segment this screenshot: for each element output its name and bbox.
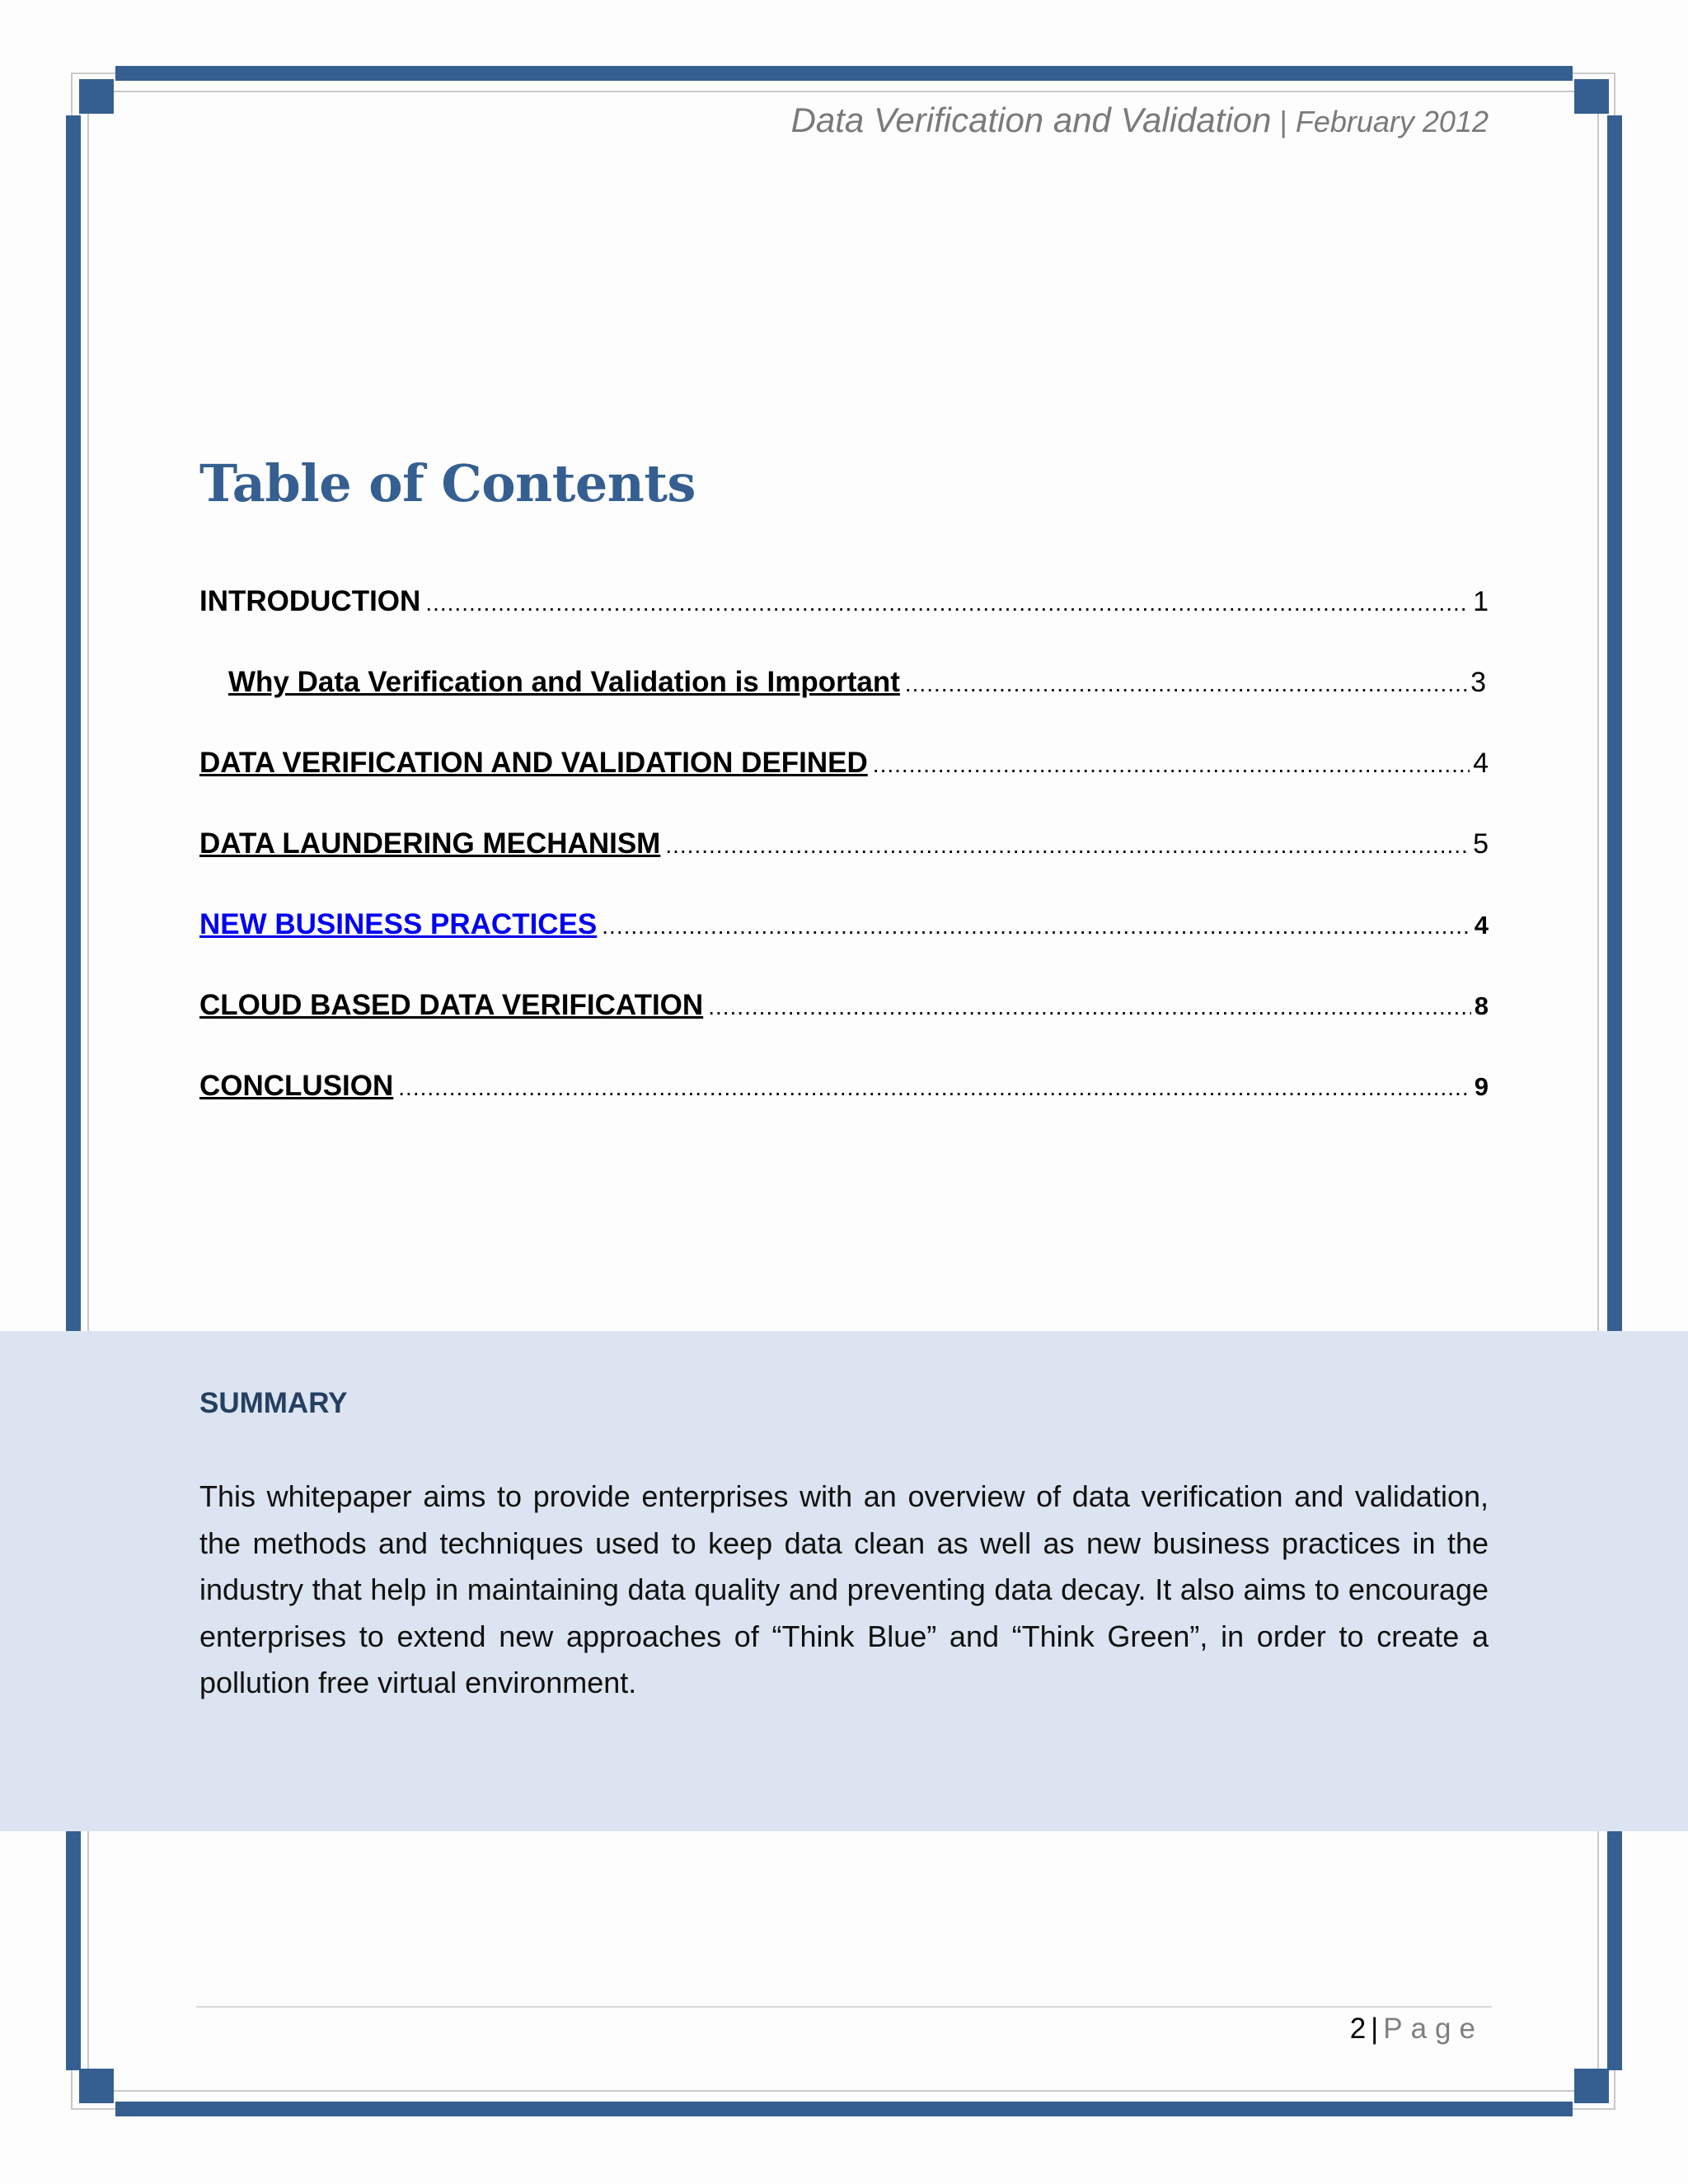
toc-entry-laundering[interactable]	[199, 827, 1489, 869]
toc-dot-leader	[873, 752, 1470, 778]
border-corner-bl	[79, 2069, 114, 2103]
toc-entry-label: DATA LAUNDERING MECHANISM	[199, 827, 661, 860]
toc-entry-page: 3	[1470, 667, 1486, 698]
toc-entry-why-important[interactable]	[228, 666, 1486, 707]
border-corner-tl	[79, 79, 114, 114]
toc-dot-leader	[602, 913, 1470, 940]
toc-entry-label: Why Data Verification and Validation is Important	[228, 666, 900, 698]
header-title: Data Verification and Validation	[790, 101, 1272, 139]
page-word: Page	[1383, 2013, 1484, 2045]
border-corner-br	[1574, 2069, 1609, 2103]
page-number: 2	[1349, 2013, 1367, 2045]
footer-divider	[196, 2006, 1492, 2008]
border-bottom	[115, 2102, 1573, 2116]
toc-heading: Table of Contents	[199, 453, 696, 513]
page-header	[791, 101, 1489, 140]
toc-entry-label: CLOUD BASED DATA VERIFICATION	[199, 989, 704, 1021]
toc-entry-page: 4	[1473, 748, 1489, 779]
border-top	[115, 66, 1573, 81]
toc-entry-conclusion[interactable]	[199, 1070, 1489, 1111]
toc-entry-link[interactable]: NEW BUSINESS PRACTICES	[199, 908, 598, 940]
border-corner-tr	[1574, 79, 1609, 114]
toc-entry-defined[interactable]	[199, 747, 1489, 788]
toc-dot-leader	[708, 994, 1471, 1020]
page-footer	[1350, 2013, 1484, 2046]
summary-heading: SUMMARY	[199, 1387, 348, 1419]
footer-separator: |	[1371, 2013, 1379, 2045]
toc-entry-page: 1	[1473, 586, 1489, 617]
toc-dot-leader	[665, 832, 1470, 859]
toc-entry-cloud-verification[interactable]	[199, 989, 1489, 1030]
header-separator: |	[1279, 105, 1287, 138]
toc-dot-leader	[398, 1075, 1470, 1101]
toc-entry-introduction[interactable]	[199, 585, 1489, 626]
toc-entry-page: 5	[1473, 828, 1489, 860]
toc-entry-page: 9	[1474, 1072, 1489, 1101]
summary-paragraph: This whitepaper aims to provide enterprises with an overview of data verification and validation, the methods and techniques used to keep data clean as well as new business practices in the industry that help in maintaining data quality and preventing data decay. It also aims to encourage enterprises to extend new approaches of “Think Blue” and “Think Green”, in order to create a pollution free virtual environment.	[199, 1479, 1489, 1699]
toc-entry-label: INTRODUCTION	[199, 585, 421, 617]
toc-dot-leader	[905, 671, 1467, 697]
toc-entry-page: 8	[1474, 991, 1489, 1020]
toc-entry-label: DATA VERIFICATION AND VALIDATION DEFINED	[199, 747, 868, 779]
header-date: February 2012	[1295, 105, 1489, 138]
toc-entry-page: 4	[1474, 911, 1489, 940]
toc-entry-business-practices[interactable]	[199, 908, 1489, 949]
toc-entry-label: CONCLUSION	[199, 1070, 394, 1102]
toc-dot-leader	[425, 590, 1470, 616]
